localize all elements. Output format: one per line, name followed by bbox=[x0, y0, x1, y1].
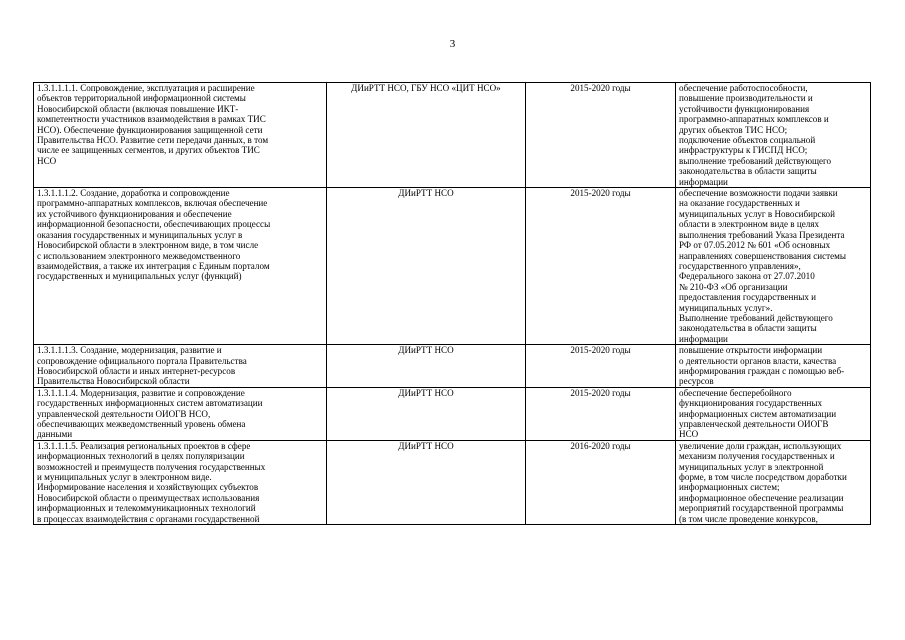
expected-result-cell-line: муниципальных услуг в электронной bbox=[679, 461, 824, 472]
term-cell-text: 2015-2020 годы bbox=[570, 83, 631, 93]
measure-description-cell-line: их устойчивого функционирования и обеспечение bbox=[37, 208, 232, 219]
expected-result-cell-line: выполнения требований Указа Президента bbox=[679, 229, 845, 240]
measure-description-cell-line: возможностей и преимуществ получения государственных bbox=[37, 461, 266, 472]
table-row bbox=[34, 387, 871, 440]
expected-result-cell-line: устойчивости функционирования bbox=[679, 103, 810, 114]
expected-result-cell-line: информационное обеспечение реализации bbox=[679, 492, 844, 503]
expected-result-cell-line: повышение производительности и bbox=[679, 93, 813, 104]
executor-cell bbox=[326, 440, 525, 524]
expected-result-cell-line: информации bbox=[679, 333, 728, 344]
executor-cell bbox=[326, 83, 525, 188]
measure-description-cell-line: Правительства Новосибирской области bbox=[37, 376, 190, 387]
measure-description-cell-line: числе ее защищенных сегментов, и других объектов ТИС bbox=[37, 145, 260, 156]
measure-description-cell-line: объектов территориальной информационной системы bbox=[37, 93, 246, 104]
expected-result-cell-line: муниципальных услуг». bbox=[679, 302, 773, 313]
expected-result-cell bbox=[676, 440, 871, 524]
expected-result-cell-line: информационных систем автоматизации bbox=[679, 408, 837, 419]
executor-cell bbox=[326, 188, 525, 345]
term-cell-text: 2015-2020 годы bbox=[570, 387, 631, 398]
executor-cell-text: ДИиРТТ НСО bbox=[398, 345, 454, 356]
measure-description-cell-line: 1.3.1.1.1.1. Сопровождение, эксплуатация и расширение bbox=[37, 83, 255, 93]
expected-result-cell-line: законодательства в области защиты bbox=[679, 166, 817, 177]
measure-description-cell-line: обеспечивающих межведомственный уровень обмена bbox=[37, 419, 246, 429]
expected-result-cell-line: Выполнение требований действующего bbox=[679, 312, 833, 323]
measure-description-cell-line: взаимодействия, а также их интеграция с Единым порталом bbox=[37, 260, 270, 271]
executor-cell bbox=[326, 345, 525, 388]
expected-result-cell-line: обеспечение бесперебойного bbox=[679, 387, 792, 398]
expected-result-cell-line: государственного управления», bbox=[679, 260, 801, 271]
measure-description-cell-line: с использованием электронного межведомственного bbox=[37, 250, 241, 261]
measure-description-cell-line: информационных технологий в целях популяризации bbox=[37, 451, 245, 462]
expected-result-cell-line: направлениях совершенствования системы bbox=[679, 250, 847, 261]
term-cell bbox=[525, 387, 675, 440]
expected-result-cell-line: подключение объектов социальной bbox=[679, 135, 816, 146]
table-row bbox=[34, 440, 871, 524]
measure-description-cell-line: управленческой деятельности ОИОГВ НСО, bbox=[37, 408, 211, 419]
measure-description-cell-line: Новосибирской области (включая повышение ИКТ- bbox=[37, 103, 239, 114]
expected-result-cell-line: № 210-ФЗ «Об организации bbox=[679, 281, 788, 292]
expected-result-cell-line: НСО bbox=[679, 429, 699, 440]
expected-result-cell bbox=[676, 387, 871, 440]
measure-description-cell-line: программно-аппаратных комплексов, включая обеспечение bbox=[37, 198, 268, 209]
term-cell-text: 2015-2020 годы bbox=[570, 345, 631, 356]
expected-result-cell-line: области в электронном виде в целях bbox=[679, 219, 820, 230]
table-row bbox=[34, 83, 871, 188]
expected-result-cell-line: информации bbox=[679, 176, 728, 187]
executor-cell-text: ДИиРТТ НСО bbox=[398, 188, 454, 199]
expected-result-cell-line: других объектов ТИС НСО; bbox=[679, 124, 788, 135]
table-row bbox=[34, 345, 871, 388]
measure-description-cell-line: и муниципальных услуг в электронном виде. bbox=[37, 472, 212, 483]
term-cell-text: 2015-2020 годы bbox=[570, 188, 631, 199]
measure-description-cell-line: в процессах взаимодействия с органами государственной bbox=[37, 513, 260, 524]
term-cell bbox=[525, 345, 675, 388]
expected-result-cell-line: муниципальных услуг в Новосибирской bbox=[679, 208, 835, 219]
measure-description-cell-line: сопровождение официального портала Правительства bbox=[37, 355, 247, 366]
term-cell-text: 2016-2020 годы bbox=[570, 440, 631, 451]
term-cell bbox=[525, 440, 675, 524]
term-cell bbox=[525, 83, 675, 188]
expected-result-cell-line: обеспечение возможности подачи заявки bbox=[679, 188, 838, 199]
executor-cell-text: ДИиРТТ НСО bbox=[398, 440, 454, 451]
program-measures-table bbox=[33, 82, 871, 525]
expected-result-cell-line: информационных систем; bbox=[679, 482, 780, 493]
expected-result-cell-line: механизм получения государственных и bbox=[679, 451, 835, 462]
measure-description-cell-line: Правительства НСО. Развитие сети передачи данных, в том bbox=[37, 135, 269, 146]
table-body bbox=[34, 83, 871, 525]
measure-description-cell-line: Новосибирской области в электронном виде, в том числе bbox=[37, 240, 259, 251]
table-row bbox=[34, 188, 871, 345]
expected-result-cell-line: информирования граждан с помощью веб- bbox=[679, 365, 845, 376]
expected-result-cell-line: предоставления государственных и bbox=[679, 292, 817, 303]
measure-description-cell bbox=[34, 188, 327, 345]
measure-description-cell-line: 1.3.1.1.1.2. Создание, доработка и сопровождение bbox=[37, 188, 230, 199]
expected-result-cell-line: увеличение доли граждан, использующих bbox=[679, 440, 842, 451]
executor-cell-text: ДИиРТТ НСО, ГБУ НСО «ЦИТ НСО» bbox=[351, 83, 501, 93]
expected-result-cell-line: РФ от 07.05.2012 № 601 «Об основных bbox=[679, 240, 831, 251]
expected-result-cell-line: обеспечение работоспособности, bbox=[679, 83, 808, 93]
measure-description-cell-line: компетентности участников взаимодействия в рамках ТИС bbox=[37, 114, 266, 125]
expected-result-cell bbox=[676, 83, 871, 188]
expected-result-cell-line: законодательства в области защиты bbox=[679, 323, 817, 334]
expected-result-cell-line: инфраструктуры к ГИСПД НСО; bbox=[679, 145, 808, 156]
expected-result-cell-line: программно-аппаратных комплексов и bbox=[679, 114, 829, 125]
measure-description-cell-line: НСО). Обеспечение функционирования защищенной сети bbox=[37, 124, 263, 135]
measure-description-cell-line: НСО bbox=[37, 155, 57, 166]
expected-result-cell-line: ресурсов bbox=[679, 376, 714, 387]
measure-description-cell-line: информационных и телекоммуникационных технологий bbox=[37, 503, 256, 514]
executor-cell-text: ДИиРТТ НСО bbox=[398, 387, 454, 398]
expected-result-cell-line: на оказание государственных и bbox=[679, 198, 800, 209]
measure-description-cell-line: Новосибирской области и иных интернет-ресурсов bbox=[37, 365, 236, 376]
page-number: 3 bbox=[449, 38, 456, 50]
expected-result-cell-line: мероприятий государственной программы bbox=[679, 503, 844, 514]
expected-result-cell-line: о деятельности органов власти, качества bbox=[679, 355, 837, 366]
expected-result-cell-line: форме, в том числе посредством доработки bbox=[679, 472, 847, 483]
expected-result-cell bbox=[676, 345, 871, 388]
expected-result-cell-line: управленческой деятельности ОИОГВ bbox=[679, 419, 829, 429]
measure-description-cell-line: государственных информационных систем автоматизации bbox=[37, 398, 263, 409]
term-cell bbox=[525, 188, 675, 345]
measure-description-cell-line: Информирование населения и хозяйствующих субъектов bbox=[37, 482, 259, 493]
measure-description-cell-line: 1.3.1.1.1.3. Создание, модернизация, развитие и bbox=[37, 345, 222, 356]
expected-result-cell bbox=[676, 188, 871, 345]
measure-description-cell bbox=[34, 83, 327, 188]
measure-description-cell-line: данными bbox=[37, 429, 73, 440]
measure-description-cell-line: 1.3.1.1.1.5. Реализация региональных проектов в сфере bbox=[37, 440, 251, 451]
measure-description-cell-line: информационной безопасности, обеспечивающих процессы bbox=[37, 219, 271, 230]
expected-result-cell-line: выполнение требований действующего bbox=[679, 155, 832, 166]
measure-description-cell-line: государственных и муниципальных услуг (функций) bbox=[37, 271, 242, 282]
measure-description-cell bbox=[34, 345, 327, 388]
executor-cell bbox=[326, 387, 525, 440]
measure-description-cell-line: 1.3.1.1.1.4. Модернизация, развитие и сопровождение bbox=[37, 387, 245, 398]
measure-description-cell-line: оказания государственных и муниципальных услуг в bbox=[37, 229, 243, 240]
expected-result-cell-line: функционирования государственных bbox=[679, 398, 823, 409]
expected-result-cell-line: (в том числе проведение конкурсов, bbox=[679, 513, 818, 524]
measure-description-cell bbox=[34, 387, 327, 440]
expected-result-cell-line: повышение открытости информации bbox=[679, 345, 823, 356]
measure-description-cell bbox=[34, 440, 327, 524]
measure-description-cell-line: Новосибирской области о преимуществах использования bbox=[37, 492, 260, 503]
expected-result-cell-line: Федерального закона от 27.07.2010 bbox=[679, 271, 815, 282]
